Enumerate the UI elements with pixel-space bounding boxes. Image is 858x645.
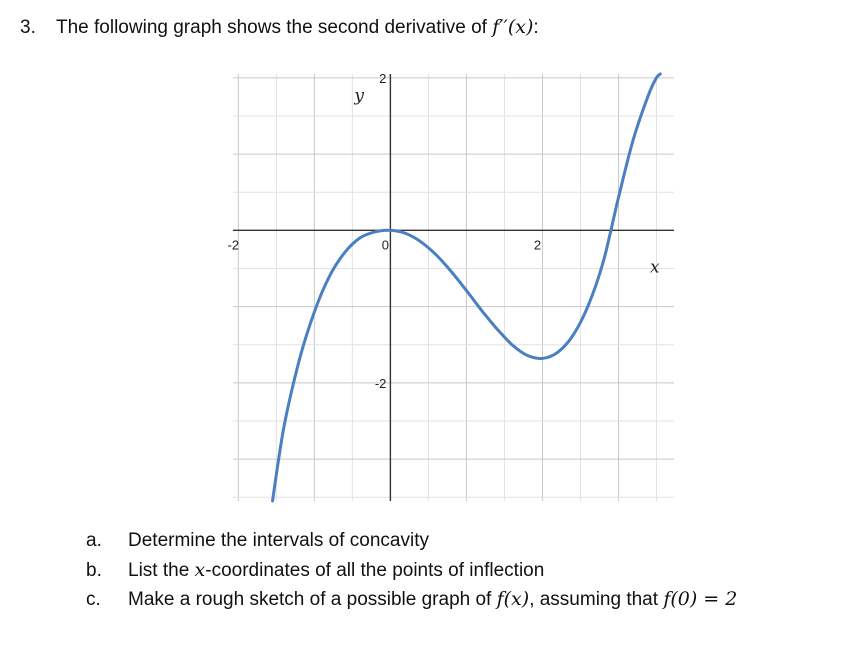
item-b-pre: List the xyxy=(128,560,195,581)
x-tick-label: 0 xyxy=(381,237,390,253)
item-b-var: x xyxy=(194,559,206,581)
x-axis-label: x xyxy=(650,257,660,278)
item-c-pre: Make a rough sketch of a possible graph of xyxy=(128,589,497,610)
question-text: The following graph shows the second derivative of xyxy=(56,17,487,38)
item-b-letter: b. xyxy=(86,560,102,581)
item-c-cond: f(0) = 2 xyxy=(663,588,738,610)
item-c xyxy=(86,588,737,611)
y-tick-label: -2 xyxy=(374,375,387,391)
item-a xyxy=(86,530,429,552)
axis-labels xyxy=(353,86,660,277)
question-colon: : xyxy=(533,17,539,38)
item-a-letter: a. xyxy=(86,530,102,551)
axes xyxy=(233,74,674,501)
x-tick-label: -2 xyxy=(227,237,240,253)
y-axis-label: y xyxy=(354,86,365,106)
question-number: 3. xyxy=(20,17,36,38)
item-b xyxy=(86,559,544,582)
y-tick-label: 2 xyxy=(379,70,387,86)
function-label: f′′(x) xyxy=(492,16,534,38)
item-b-post: -coordinates of all the points of inflection xyxy=(205,560,545,581)
item-a-text: Determine the intervals of concavity xyxy=(128,530,429,551)
item-c-mid: , assuming that xyxy=(529,589,664,610)
item-c-letter: c. xyxy=(86,589,101,610)
x-tick-label: 2 xyxy=(533,237,542,253)
item-c-func: f(x) xyxy=(496,588,530,610)
grid xyxy=(233,74,674,501)
